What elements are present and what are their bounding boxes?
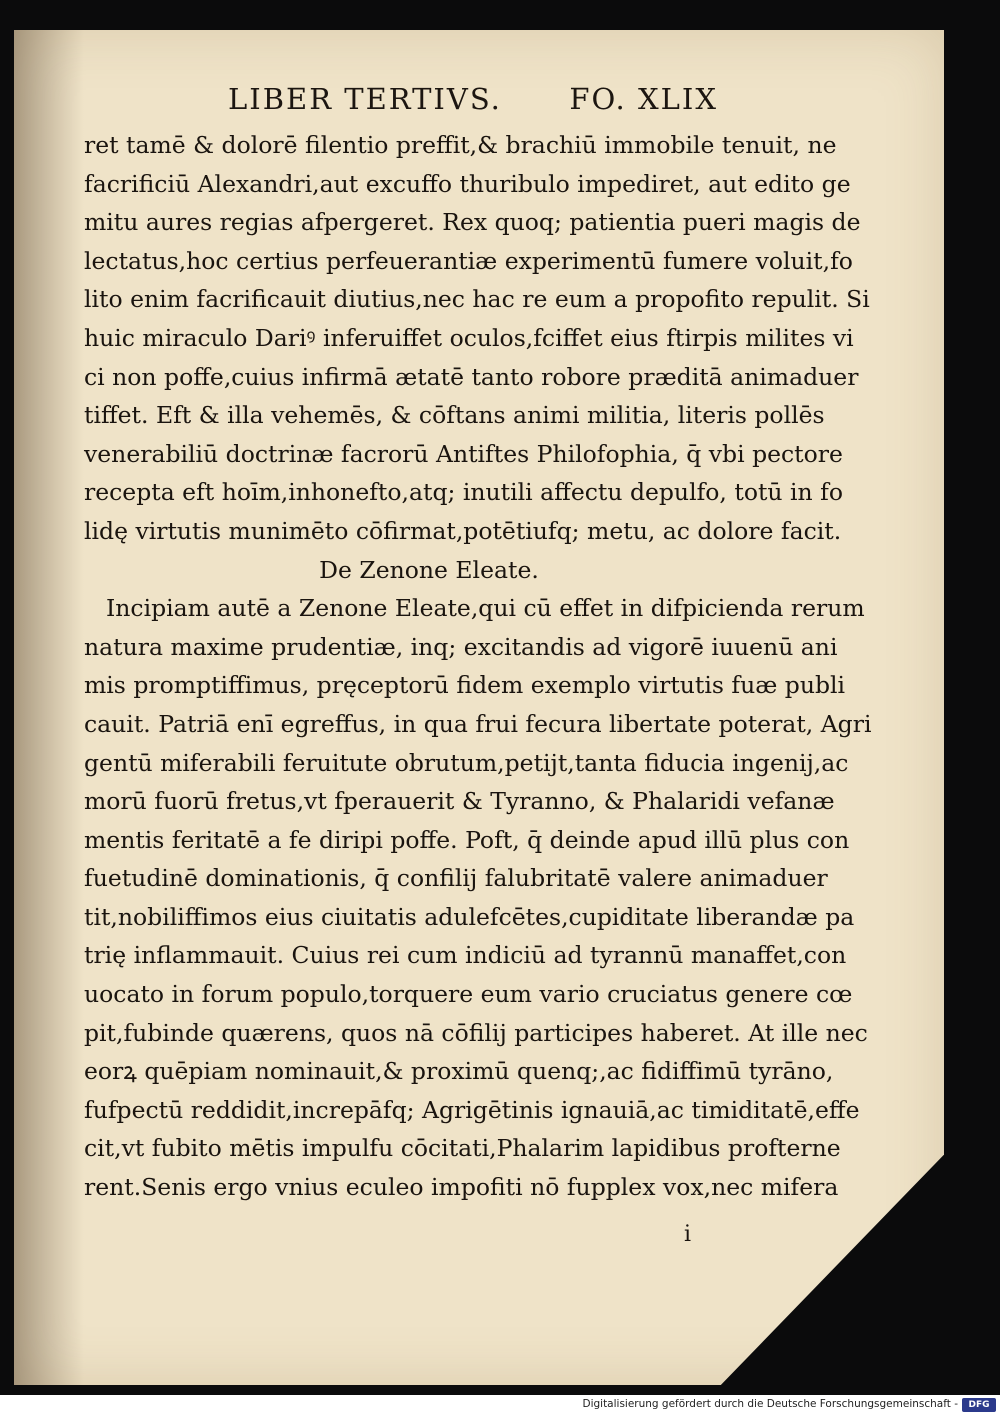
text-line: pit,fubinde quærens, quos nā cōfilij participes haberet. At ille nec [84,1018,868,1047]
text-line: venerabiliū doctrinæ facrorū Antiftes Philofophia, q̄ vbi pectore [84,439,843,468]
text-line: natura maxime prudentiæ, inq; excitandis ad vigorē iuuenū ani [84,632,838,661]
text-line: tit,nobiliffimos eius ciuitatis adulefcētes,cupiditate liberandæ pa [84,902,855,931]
text-line: fufpectū reddidit,increpāfq; Agrigētinis ignauiā,ac timiditatē,effe [84,1095,860,1124]
footer-bar [0,1395,1000,1417]
dfg-logo[interactable]: DFG [962,1398,996,1412]
funding-credit: Digitalisierung gefördert durch die Deutsche Forschungsgemeinschaft - [582,1398,958,1410]
text-line: morū fuorū fretus,vt fperauerit & Tyranno, & Phalaridi vefanæ [84,787,835,816]
folio-number: FO. XLIX [569,82,718,116]
text-line: ci non poffe,cuius infirmā ætatē tanto robore præditā animaduer [84,362,859,391]
text-line: lito enim facrificauit diutius,nec hac re eum a propofito repulit. Si [84,285,870,314]
text-line: tiffet. Eft & illa vehemēs, & cōftans animi militia, literis pollēs [84,401,825,430]
text-line: mitu aures regias afpergeret. Rex quoq; patientia pueri magis de [84,208,861,237]
text-line: lectatus,hoc certius perfeuerantiæ experimentū fumere voluit,fo [84,246,853,275]
text-line: eorꝝ quēpiam nominauit,& proximū quenq;,ac fidiffimū tyrāno, [84,1057,834,1086]
text-line: facrificiū Alexandri,aut excuffo thuribulo impediret, aut edito ge [84,169,851,198]
text-line: recepta eft hoīm,inhonefto,atq; inutili affectu depulfo, totū in fo [84,478,843,507]
body-text [84,126,872,1207]
text-line: cauit. Patriā enī egreffus, in qua frui fecura libertate poterat, Agri [84,709,872,738]
text-line: gentū miferabili feruitute obrutum,petijt,tanta fiducia ingenij,ac [84,748,849,777]
text-line: fuetudinē dominationis, q̄ confilij falubritatē valere animaduer [84,864,828,893]
signature-mark: i [684,1222,692,1247]
text-line: Incipiam autē a Zenone Eleate,qui cū effet in difpicienda rerum [106,594,865,623]
text-line: ret tamē & dolorē filentio preffit,& brachiū immobile tenuit, ne [84,131,837,159]
text-line: mentis feritatē a fe diripi poffe. Poft, q̄ deinde apud illū plus con [84,825,850,854]
text-line: uocato in forum populo,torquere eum vario cruciatus genere cœ [84,980,853,1009]
running-header [228,82,718,122]
text-line: cit,vt fubito mētis impulfu cōcitati,Phalarim lapidibus profterne [84,1134,841,1163]
text-line: huic miraculo Dariꝰ inferuiffet oculos,fciffet eius ftirpis milites vi [84,323,854,352]
text-line: rent.Senis ergo vnius eculeo impofiti nō fupplex vox,nec mifera [84,1173,839,1202]
text-line: mis promptiffimus, pręceptorū fidem exemplo virtutis fuæ publi [84,671,846,700]
book-title: LIBER TERTIVS. [228,82,502,116]
text-line: trię inflammauit. Cuius rei cum indiciū ad tyrannū manaffet,con [84,941,847,970]
section-heading: De Zenone Eleate. [319,555,539,584]
text-line: lidę virtutis munimēto cōfirmat,potētiufq; metu, ac dolore facit. [84,516,842,545]
